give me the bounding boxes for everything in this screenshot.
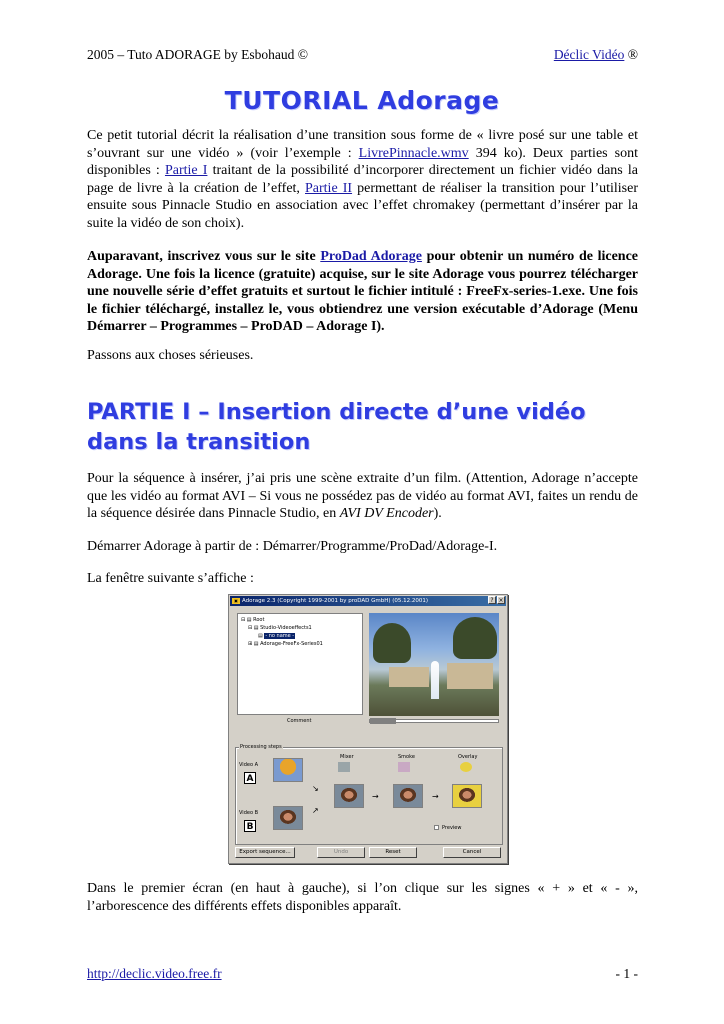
preview-checkbox[interactable]	[434, 825, 439, 830]
footer-site-link[interactable]: http://declic.video.free.fr	[87, 966, 222, 981]
overlay-icon[interactable]	[460, 762, 472, 772]
overlay-label: Overlay	[458, 754, 478, 760]
header-left-text: 2005 – Tuto ADORAGE by Esbohaud ©	[87, 47, 309, 62]
partie-2-link[interactable]: Partie II	[305, 180, 353, 196]
tree-item-root[interactable]: ⊟ ▤ Root	[241, 617, 265, 623]
tree-item-studio[interactable]: ⊟ ▤ Studio-Videoeffects1	[248, 625, 312, 631]
preview-fountain	[431, 661, 439, 699]
cancel-button[interactable]: Cancel	[443, 847, 501, 858]
video-a-label: Video A	[239, 762, 259, 768]
intro-bold-text: Auparavant, inscrivez vous sur le site	[87, 249, 321, 264]
reset-button[interactable]: Reset	[369, 847, 417, 858]
effects-tree[interactable]	[237, 613, 363, 715]
arrow-icon: →	[432, 792, 439, 801]
smoke-label: Smoke	[398, 754, 415, 760]
page-number: - 1 -	[615, 966, 638, 981]
processing-steps-group	[235, 744, 503, 845]
intro-text: 394 ko). Deux parties sont disponibles :	[87, 145, 638, 179]
intro-paragraph-3: Passons aux choses sérieuses.	[87, 348, 254, 363]
slider-thumb[interactable]	[370, 718, 396, 724]
arrow-icon: ↗	[312, 806, 319, 815]
video-b-button[interactable]: B	[244, 820, 256, 832]
mixer-icon[interactable]	[338, 762, 350, 772]
preview-tree-right	[453, 617, 497, 659]
preview-building	[447, 663, 493, 689]
section-paragraph-3: La fenêtre suivante s’affiche :	[87, 571, 254, 586]
tree-item-freefx[interactable]: ⊞ ▤ Adorage-FreeFx-Series01	[248, 641, 323, 647]
intro-text: permettant de réaliser la transition pour l’utiliser ensuite sous Pinnacle Studio en association avec l’effet chromakey (permettant d’insérer par la suite la vidéo de son choix).	[87, 180, 638, 231]
page-title: TUTORIAL Adorage	[224, 86, 500, 115]
arrow-icon: ↘	[312, 784, 319, 793]
registered-mark: ®	[624, 47, 638, 62]
intro-text: traitant de la possibilité d’incorporer directement un fichier vidéo dans la page de livre à la création de l’effet,	[87, 163, 639, 196]
smoke-thumbnail[interactable]	[393, 784, 423, 808]
section-paragraph-2: Démarrer Adorage à partir de : Démarrer/Programme/ProDad/Adorage-I.	[87, 539, 498, 554]
preview-image	[369, 613, 499, 716]
undo-button[interactable]: Undo	[317, 847, 365, 858]
intro-paragraph-2	[87, 248, 638, 336]
overlay-thumbnail[interactable]	[452, 784, 482, 808]
comment-label: Comment	[287, 718, 312, 724]
preview-slider[interactable]	[369, 719, 499, 723]
intro-paragraph-1	[87, 127, 638, 233]
section-paragraph-1	[87, 470, 638, 523]
arrow-icon: →	[372, 792, 379, 801]
smoke-icon[interactable]	[398, 762, 410, 772]
video-a-button[interactable]: A	[244, 772, 256, 784]
intro-bold-text: pour obtenir un numéro de licence Adorage. Une fois la licence (gratuite) acquise, sur le site Adorage vous pourrez télécharger une nouvelle série d’effet gratuits et surtout le fichier intitulé : FreeFx-series-1.exe. Une fois le fichier téléchargé, installez le, vous obtiendrez une version exécutable d’Adorage (Menu Démarrer – Programmes – ProDAD – Adorage I).	[87, 249, 638, 335]
export-sequence-button[interactable]: Export sequence...	[235, 847, 295, 858]
header-right	[554, 47, 638, 63]
preview-label: Preview	[442, 825, 462, 831]
processing-steps-label: Processing steps	[240, 744, 282, 750]
livrepinnacle-link[interactable]: LivrePinnacle.wmv	[358, 145, 469, 161]
section-text: Pour la séquence à insérer, j’ai pris une scène extraite d’un film. (Attention, Adorage n’accepte que les vidéo au format AVI – Si vous ne possédez pas de vidéo au format AVI, faites un rendu de la séquence désirée dans Pinnacle Studio, en	[87, 471, 638, 522]
section-emphasis: AVI DV Encoder	[339, 506, 434, 522]
footer-left	[87, 966, 222, 982]
prodad-adorage-link[interactable]: ProDad Adorage	[320, 249, 422, 264]
section-paragraph-4: Dans le premier écran (en haut à gauche), si l’on clique sur les signes « + » et « - », l’arborescence des différents effets disponibles apparaît.	[87, 881, 638, 914]
intro-text: Ce petit tutorial décrit la réalisation d’une transition sous forme de « livre posé sur une table et s’ouvrant sur une vidéo » (voir l’exemple :	[87, 128, 638, 161]
close-button[interactable]: ×	[498, 597, 504, 604]
tree-item-noname[interactable]: ▤ - no name -	[258, 633, 295, 639]
partie-1-link[interactable]: Partie I	[164, 163, 208, 179]
video-a-thumbnail[interactable]	[273, 758, 303, 782]
mixer-label: Mixer	[340, 754, 354, 760]
video-b-label: Video B	[239, 810, 259, 816]
help-button[interactable]: ?	[488, 596, 496, 604]
mixer-thumbnail[interactable]	[334, 784, 364, 808]
declic-video-link[interactable]: Déclic Vidéo	[553, 47, 625, 62]
adorage-logo-icon: ▣	[232, 598, 240, 604]
section-title: PARTIE I – Insertion directe d’une vidéo dans la transition	[87, 399, 586, 455]
preview-tree-left	[373, 623, 411, 663]
section-text: ).	[433, 506, 442, 522]
window-title: Adorage 2.3 (Copyright 1999-2001 by proDAD GmbH) (05.12.2001)	[242, 598, 429, 604]
window-titlebar	[230, 596, 506, 606]
adorage-window-screenshot	[228, 594, 508, 864]
video-b-thumbnail[interactable]	[273, 806, 303, 830]
preview-building	[389, 667, 429, 687]
